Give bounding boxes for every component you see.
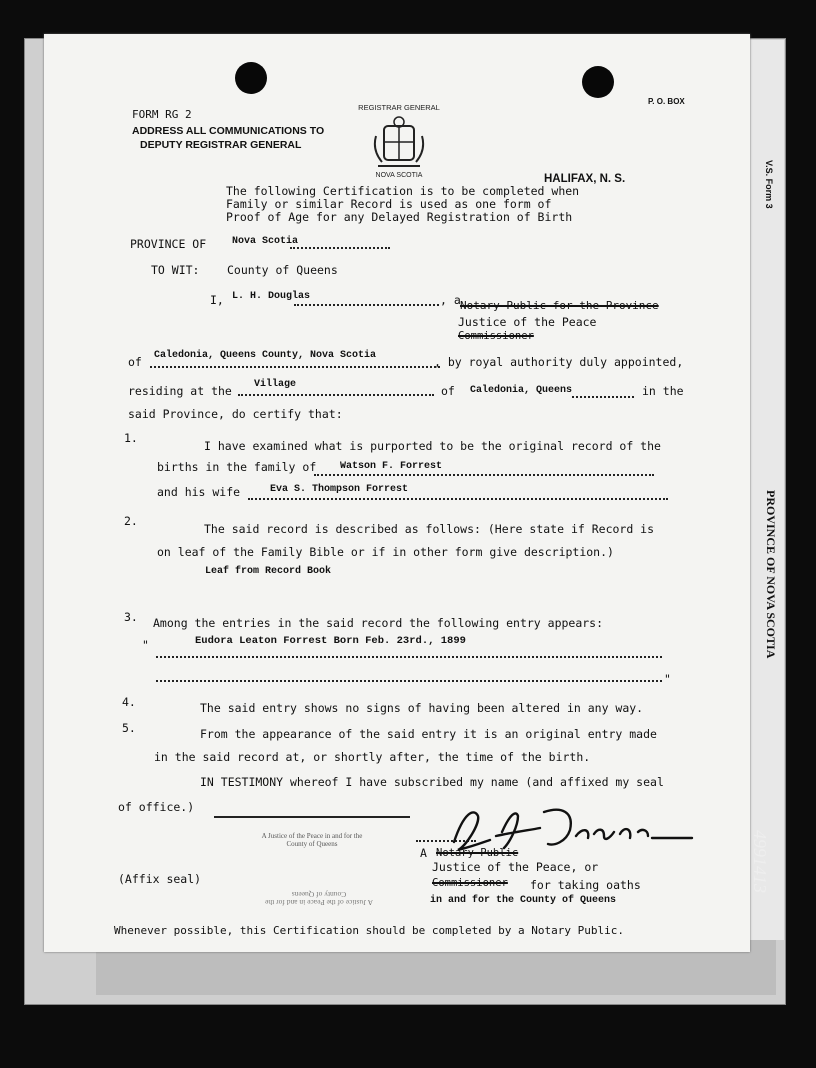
item-4-text: The said entry shows no signs of having been altered in any way. — [200, 701, 644, 715]
affix-seal-label: (Affix seal) — [118, 872, 202, 886]
item-1-line-3: and his wife — [157, 485, 241, 499]
item-5-line-2: in the said record at, or shortly after, the time of the birth. — [154, 750, 591, 764]
item-4-number: 4. — [122, 695, 136, 709]
coat-of-arms-seal — [358, 102, 440, 184]
entry-dots-2 — [156, 680, 662, 682]
certify-line: said Province, do certify that: — [128, 407, 343, 421]
vs-form-label: V.S. Form 3 — [764, 160, 774, 209]
seal-bottom-text: NOVA SCOTIA — [375, 172, 423, 179]
side-province-label: PROVINCE OF NOVA SCOTIA — [764, 490, 778, 659]
intro-line-3: Proof of Age for any Delayed Registration of Birth — [226, 210, 573, 224]
po-box: P. O. BOX — [648, 97, 685, 106]
struck-notary-public: Notary Public — [436, 847, 519, 859]
item-3-line-1: Among the entries in the said record the following entry appears: — [153, 616, 604, 630]
address-line-1: ADDRESS ALL COMMUNICATIONS TO — [132, 125, 325, 137]
seal-top-text: REGISTRAR GENERAL — [358, 103, 440, 112]
residing-dots-1 — [238, 394, 434, 396]
declarant-prefix: I, — [210, 293, 224, 307]
testimony-line-2: of office.) — [118, 800, 195, 814]
of-value: Caledonia, Queens County, Nova Scotia — [154, 350, 377, 361]
form-number: FORM RG 2 — [132, 108, 192, 121]
intro-line-1: The following Certification is to be completed when — [226, 184, 580, 198]
signature-line-2: Justice of the Peace, or — [432, 860, 599, 874]
of-prefix: of — [128, 355, 142, 369]
footer-note: Whenever possible, this Certification should be completed by a Notary Public. — [114, 924, 624, 937]
item-2-number: 2. — [124, 514, 138, 528]
item-2-line-2: on leaf of the Family Bible or if in other form give description.) — [157, 545, 614, 559]
item-2-line-1: The said record is described as follows: (Here state if Record is — [204, 522, 655, 536]
item-1-line-2: births in the family of — [157, 460, 317, 474]
punch-hole-left — [235, 62, 267, 94]
stamp-line-1: A Justice of the Peace in and for the — [261, 832, 363, 840]
father-name: Watson F. Forrest — [340, 461, 443, 472]
province-label: PROVINCE OF — [130, 237, 207, 251]
punch-hole-right — [582, 66, 614, 98]
signature-a: A — [420, 846, 427, 860]
registration-number: 4991413 — [750, 830, 770, 893]
province-dots — [290, 247, 390, 249]
entry-open-quote: " — [142, 638, 149, 652]
testimony-line-1: IN TESTIMONY whereof I have subscribed my name (and affixed my seal — [200, 775, 664, 789]
birth-entry: Eudora Leaton Forrest Born Feb. 23rd., 1899 — [195, 635, 466, 647]
declarant-name: L. H. Douglas — [232, 291, 311, 302]
item-3-number: 3. — [124, 610, 138, 624]
declarant-article: , a — [440, 293, 461, 307]
signature-text — [484, 822, 492, 836]
certification-page — [44, 34, 750, 952]
entry-dots-1 — [156, 656, 662, 658]
mother-name: Eva S. Thompson Forrest — [270, 484, 409, 495]
residing-place-name: Caledonia, Queens — [470, 385, 573, 396]
province-value: Nova Scotia — [232, 236, 299, 247]
stamp-rule — [214, 816, 410, 818]
of-dots — [150, 366, 440, 368]
struck-commissioner-title: Commissioner — [458, 330, 534, 342]
residing-prefix: residing at the — [128, 384, 232, 398]
record-description: Leaf from Record Book — [205, 566, 332, 577]
intro-line-2: Family or similar Record is used as one form of — [226, 197, 552, 211]
signature-line-3: for taking oaths — [530, 878, 641, 892]
struck-notary-title: Notary Public for the Province — [460, 299, 659, 312]
residing-place-type: Village — [254, 379, 297, 390]
to-wit-label: TO WIT: — [151, 263, 200, 277]
inverted-stamp-line-1: A Justice of the Peace in and for the — [265, 898, 373, 907]
father-dots — [314, 474, 654, 476]
item-5-number: 5. — [122, 721, 136, 735]
residing-of: of — [441, 384, 455, 398]
mother-dots — [248, 498, 668, 500]
entry-close-quote: " — [664, 672, 671, 686]
item-1-line-1: I have examined what is purported to be the original record of the — [204, 439, 661, 453]
item-1-number: 1. — [124, 431, 138, 445]
to-wit-county: County of Queens — [227, 263, 338, 277]
residing-suffix: in the — [642, 384, 684, 398]
declarant-dots — [294, 304, 439, 306]
signature-line-4: in and for the County of Queens — [430, 895, 617, 906]
item-5-line-1: From the appearance of the said entry it is an original entry made — [200, 727, 657, 741]
of-suffix: , by royal authority duly appointed, — [434, 355, 684, 369]
stamp-line-2: County of Queens — [286, 840, 338, 848]
inverted-stamp-impression — [224, 860, 414, 906]
address-line-2: DEPUTY REGISTRAR GENERAL — [140, 139, 302, 151]
struck-commissioner: Commissioner — [432, 877, 508, 889]
inverted-stamp-line-2: County of Queens — [291, 890, 347, 899]
city-label: HALIFAX, N. S. — [544, 173, 626, 185]
birth-registration-form-edge — [748, 40, 784, 940]
residing-dots-2 — [572, 396, 634, 398]
declarant-title: Justice of the Peace — [458, 315, 597, 329]
